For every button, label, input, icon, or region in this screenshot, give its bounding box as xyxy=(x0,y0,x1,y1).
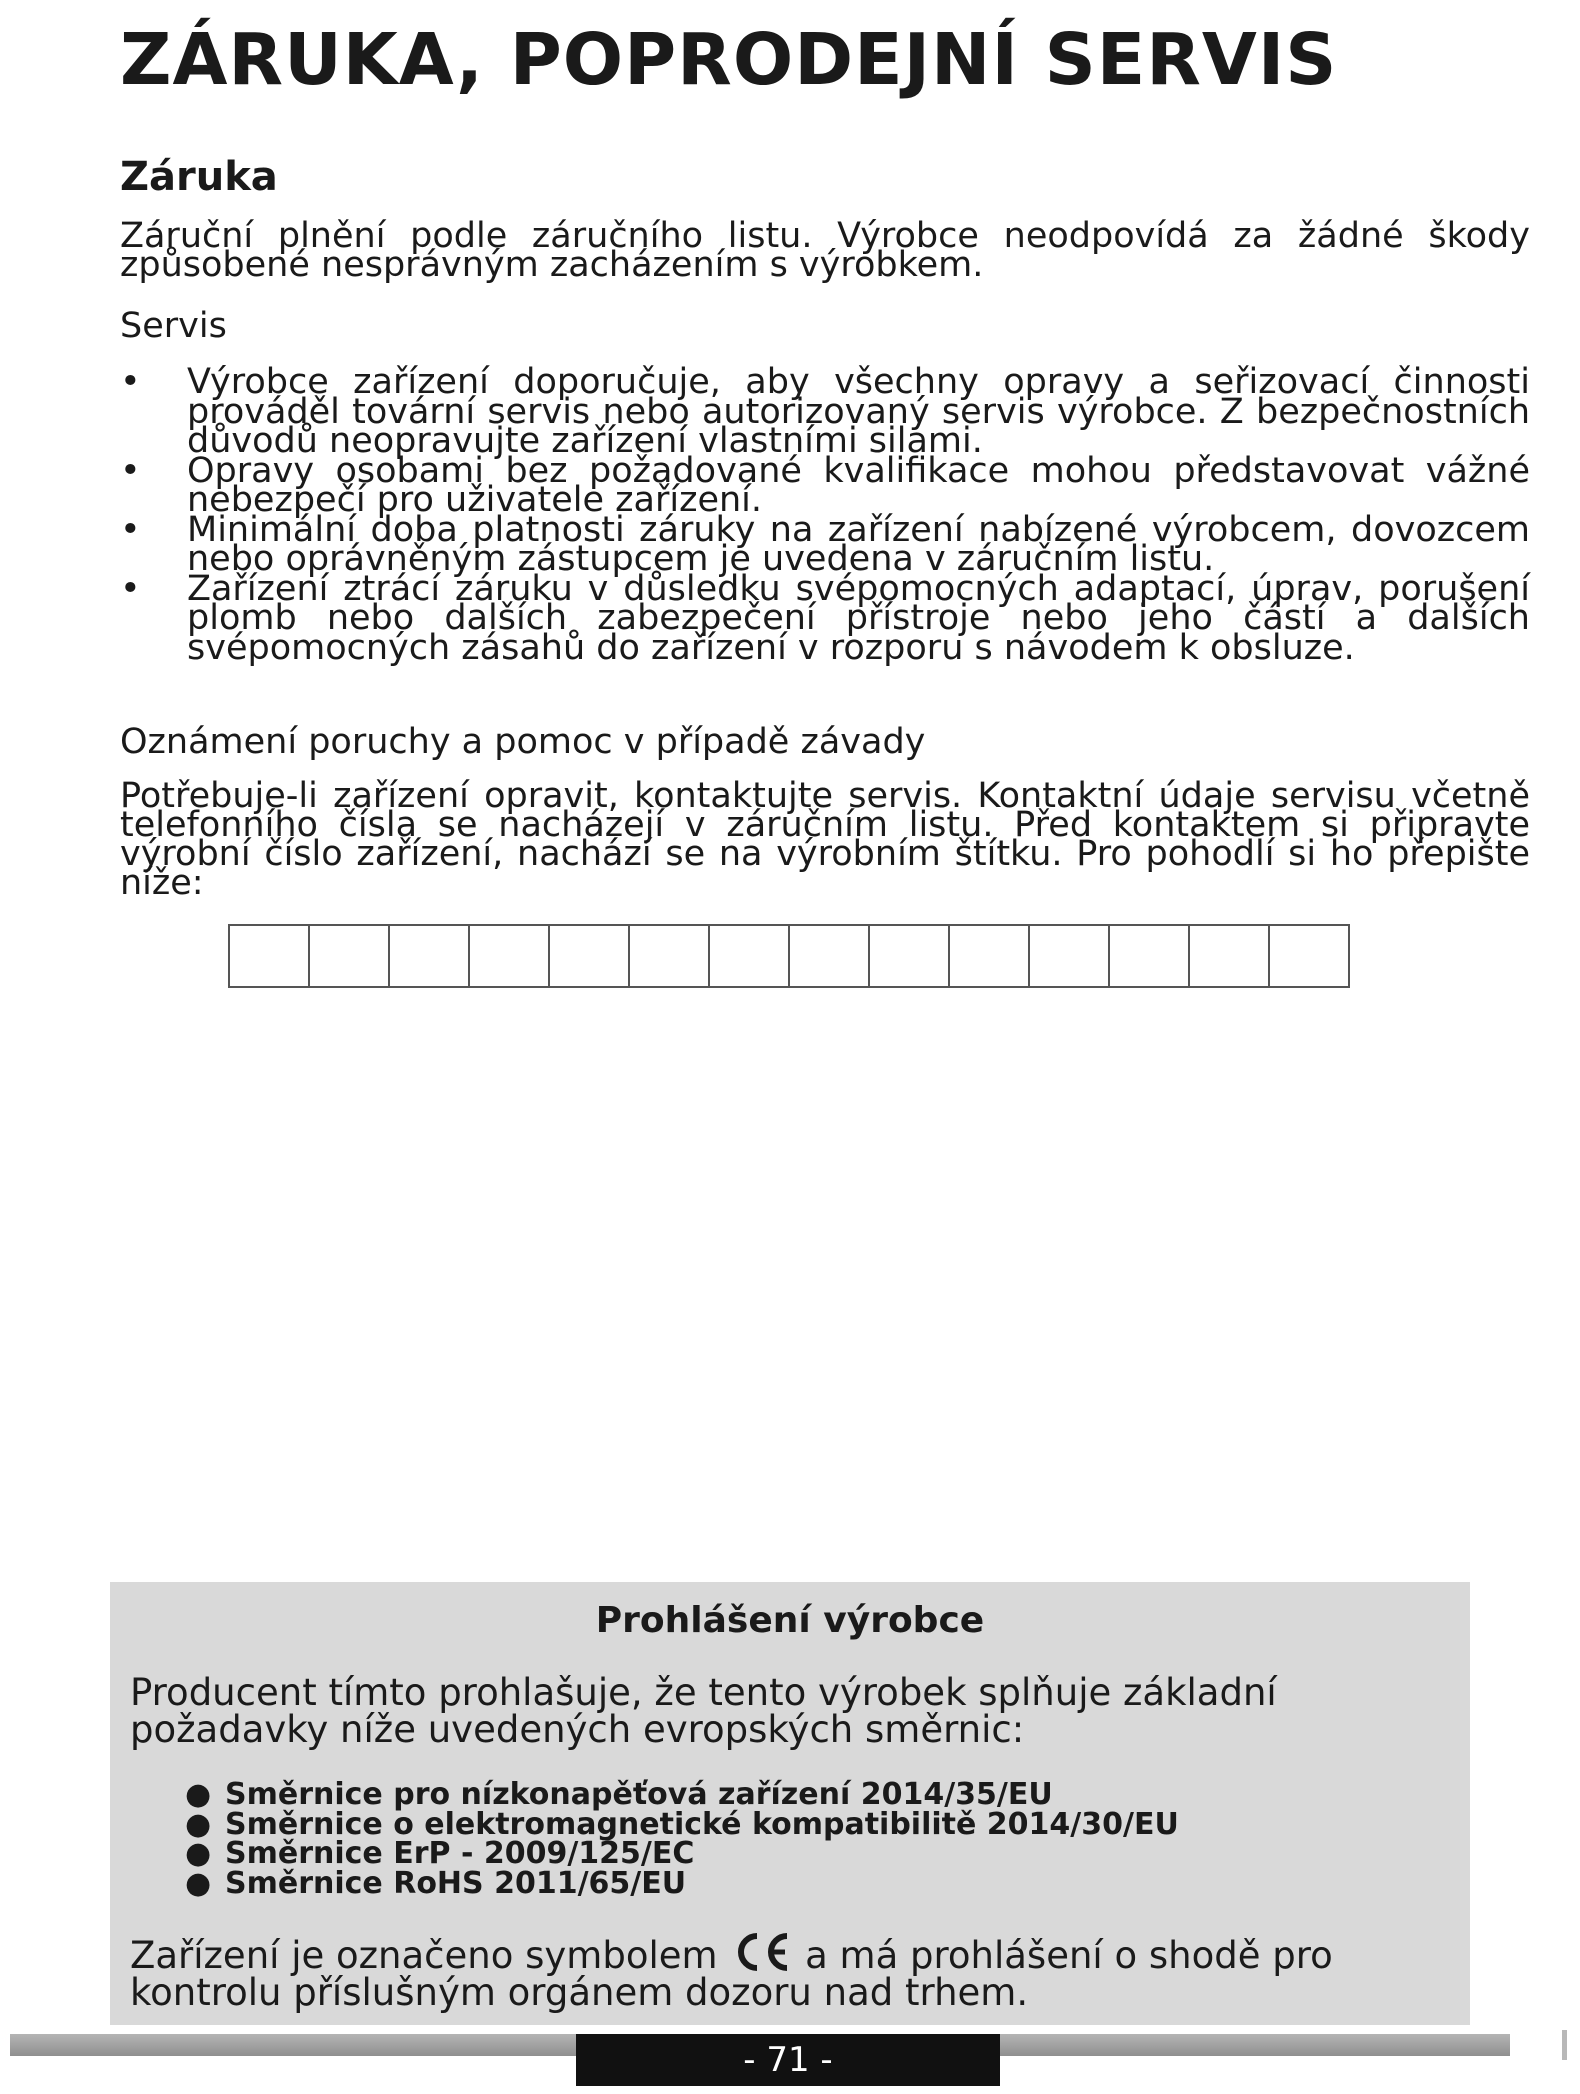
bullet-icon: ● xyxy=(185,1865,212,1901)
directive-list xyxy=(185,1777,1179,1901)
directive-text: Směrnice ErP - 2009/125/EC xyxy=(225,1836,695,1871)
bullet-icon: ● xyxy=(185,1806,212,1842)
declaration-closing-before: Zařízení je označeno symbolem xyxy=(130,1934,718,1977)
serial-number-cell xyxy=(550,926,630,986)
manufacturer-declaration xyxy=(110,1582,1470,2025)
serial-number-cell xyxy=(310,926,390,986)
declaration-closing-after: a má prohlášení o shodě pro kontrolu příslušným orgánem dozoru nad trhem. xyxy=(130,1934,1333,2014)
service-label: Servis xyxy=(120,306,227,346)
bullet-icon: • xyxy=(120,568,141,609)
service-item-text: Zařízení ztrácí záruku v důsledku svépomocných adaptací, úprav, porušení plomb nebo dalších zabezpečení přístroje nebo jeho částí a dalších svépomocných zásahů do zařízení v rozporu s návodem k obsluze. xyxy=(187,568,1530,668)
directive-text: Směrnice pro nízkonapěťová zařízení 2014/35/EU xyxy=(225,1777,1053,1812)
bullet-icon: ● xyxy=(185,1836,212,1871)
serial-number-cell xyxy=(1030,926,1110,986)
serial-number-cell xyxy=(790,926,870,986)
serial-number-cell xyxy=(470,926,550,986)
bullet-icon: • xyxy=(120,509,141,550)
serial-number-cell xyxy=(1270,926,1350,986)
serial-number-cell xyxy=(390,926,470,986)
directive-item xyxy=(185,1806,1179,1842)
footer-edge-mark xyxy=(1562,2030,1567,2060)
serial-number-cell xyxy=(950,926,1030,986)
page-number: - 71 - xyxy=(576,2034,1000,2086)
service-item-text: Opravy osobami bez požadované kvalifikace mohou představovat vážné nebezpečí pro uživatele zařízení. xyxy=(187,450,1530,520)
directive-item xyxy=(185,1865,1179,1901)
service-item xyxy=(120,362,1530,461)
service-item xyxy=(120,509,1530,579)
service-item xyxy=(120,450,1530,520)
service-list xyxy=(120,362,1530,668)
serial-number-cell xyxy=(630,926,710,986)
directive-text: Směrnice o elektromagnetické kompatibilitě 2014/30/EU xyxy=(225,1806,1179,1842)
bullet-icon: • xyxy=(120,362,141,402)
serial-number-cell xyxy=(1190,926,1270,986)
serial-number-grid xyxy=(228,924,1350,988)
directive-item xyxy=(185,1777,1179,1812)
fault-report-label: Oznámení poruchy a pomoc v případě závady xyxy=(120,722,926,762)
fault-report-text: Potřebuje-li zařízení opravit, kontaktujte servis. Kontaktní údaje servisu včetně telefonního čísla se nacházejí v záručním listu. Před kontaktem si připravte výrobní číslo zařízení, nachází se na výrobním štítku. Pro pohodlí si ho přepište níže: xyxy=(120,776,1530,903)
declaration-closing xyxy=(130,1930,1450,2014)
bullet-icon: • xyxy=(120,450,141,491)
serial-number-cell xyxy=(710,926,790,986)
warranty-heading: Záruka xyxy=(120,154,278,200)
service-item-text: Výrobce zařízení doporučuje, aby všechny opravy a seřizovací činnosti prováděl tovární servis nebo autorizovaný servis výrobce. Z bezpečnostních důvodů neopravujte zařízení vlastními silami. xyxy=(187,362,1530,461)
declaration-intro: Producent tímto prohlašuje, že tento výrobek splňuje základní požadavky níže uvedených evropských směrnic: xyxy=(130,1671,1277,1751)
serial-number-cell xyxy=(1110,926,1190,986)
directive-item xyxy=(185,1836,1179,1871)
service-item xyxy=(120,568,1530,668)
declaration-title: Prohlášení výrobce xyxy=(595,1600,985,1641)
directive-text: Směrnice RoHS 2011/65/EU xyxy=(225,1865,687,1901)
serial-number-cell xyxy=(230,926,310,986)
service-item-text: Minimální doba platnosti záruky na zařízení nabízené výrobcem, dovozcem nebo oprávněným zástupcem je uvedena v záručním listu. xyxy=(187,509,1530,579)
page-title: ZÁRUKA, POPRODEJNÍ SERVIS xyxy=(120,18,1338,101)
bullet-icon: ● xyxy=(185,1777,212,1812)
ce-mark-icon xyxy=(729,1930,793,1974)
warranty-text: Záruční plnění podle záručního listu. Výrobce neodpovídá za žádné škody způsobené nesprávným zacházením s výrobkem. xyxy=(120,216,1530,285)
serial-number-cell xyxy=(870,926,950,986)
